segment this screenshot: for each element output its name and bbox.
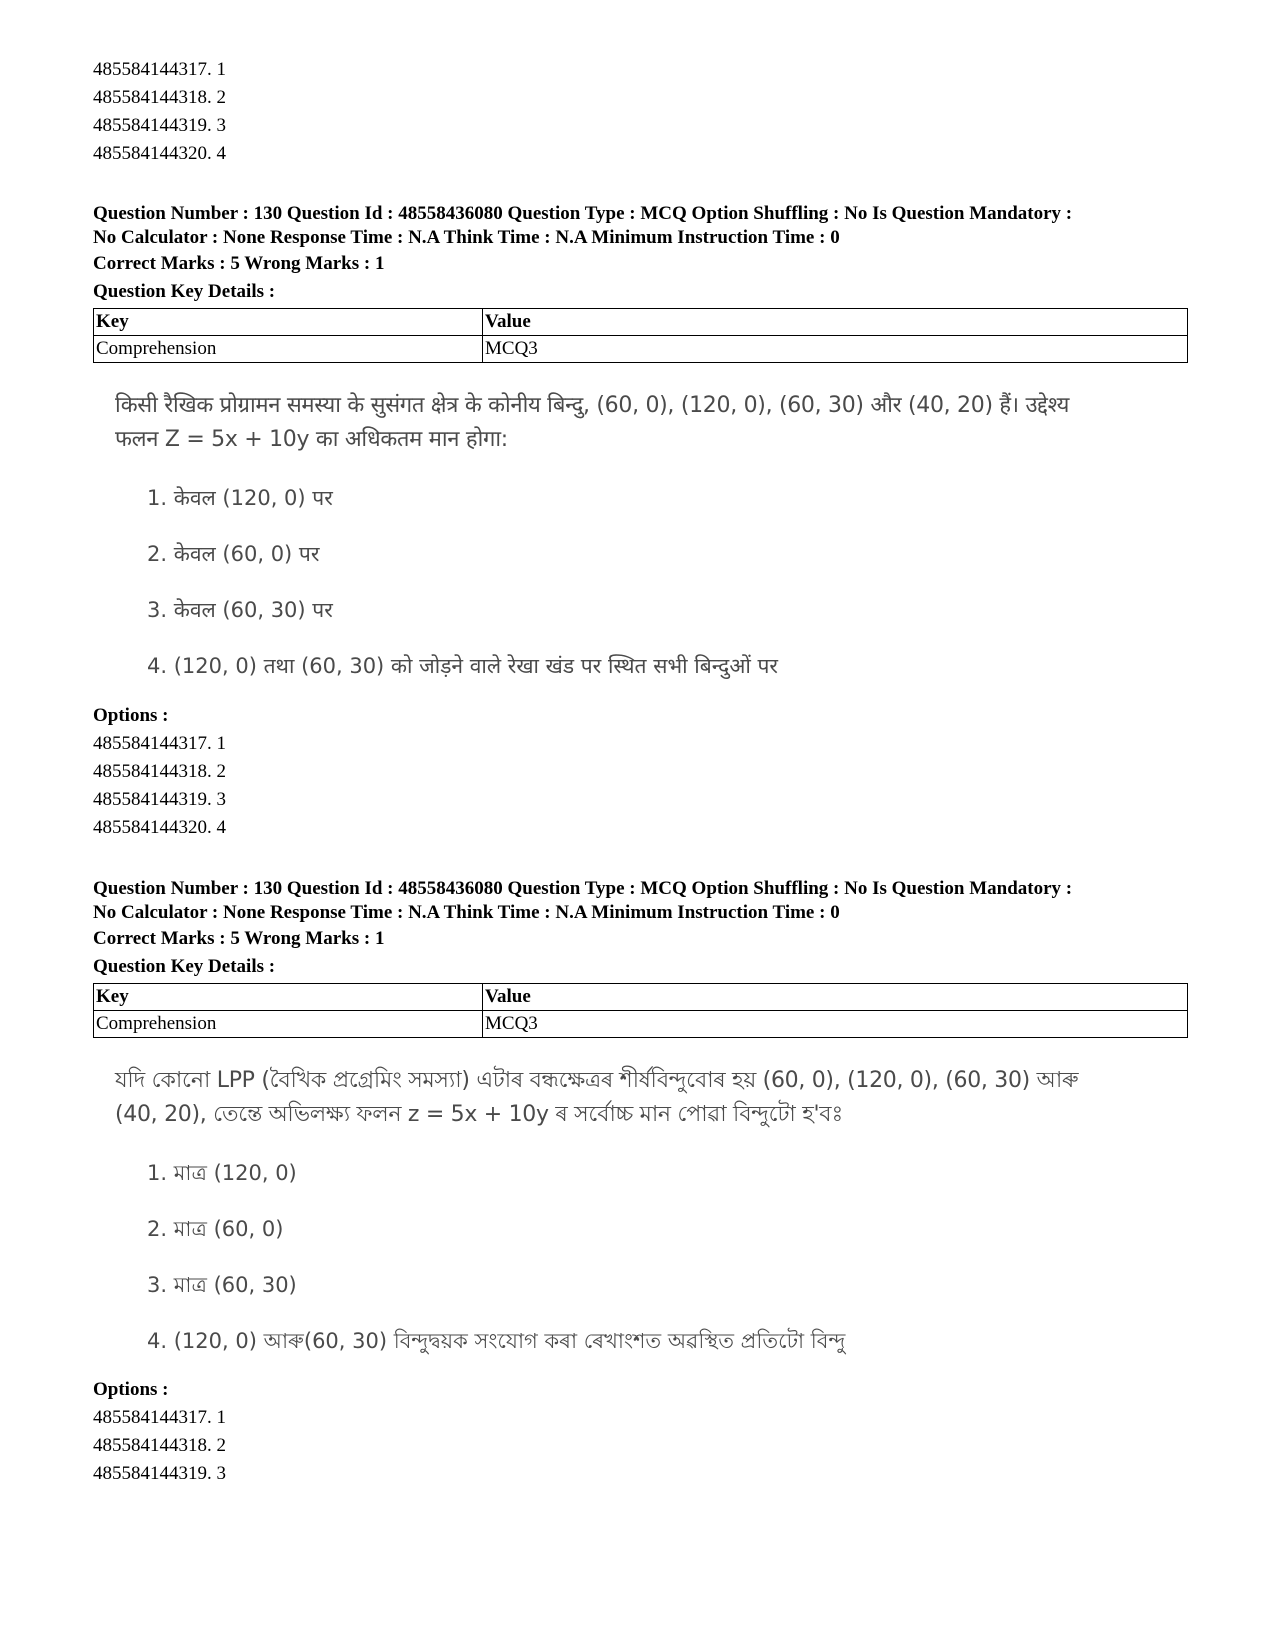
key-details-label: Question Key Details : bbox=[93, 956, 276, 977]
marks-line: Correct Marks : 5 Wrong Marks : 1 bbox=[93, 928, 385, 949]
key-value-table bbox=[93, 308, 1188, 363]
table-cell-value: MCQ3 bbox=[483, 336, 1188, 363]
option-line: 485584144319. 3 bbox=[93, 1463, 226, 1484]
question-block-assamese bbox=[93, 877, 1193, 1356]
choice-item: 1. केवल (120, 0) पर bbox=[147, 486, 333, 510]
option-line: 485584144319. 3 bbox=[93, 115, 226, 136]
option-line: 485584144317. 1 bbox=[93, 59, 226, 80]
choice-item: 4. (120, 0) तथा (60, 30) को जोड़ने वाले रेखा खंड पर स्थित सभी बिन्दुओं पर bbox=[147, 654, 778, 678]
question-header-line: No Calculator : None Response Time : N.A Think Time : N.A Minimum Instruction Time : 0 bbox=[93, 227, 840, 248]
table-cell-value: MCQ3 bbox=[483, 1011, 1188, 1038]
question-stem-line: फलन Z = 5x + 10y का अधिकतम मान होगा: bbox=[115, 427, 508, 452]
option-line: 485584144317. 1 bbox=[93, 733, 226, 754]
choice-item: 4. (120, 0) আৰু(60, 30) বিন্দুদ্বয়ক সংযোগ কৰা ৰেখাংশত অৱস্থিত প্ৰতিটো বিন্দু bbox=[147, 1329, 846, 1353]
options-label: Options : bbox=[93, 705, 169, 726]
option-line: 485584144318. 2 bbox=[93, 87, 226, 108]
option-line: 485584144317. 1 bbox=[93, 1407, 226, 1428]
table-header-row bbox=[94, 309, 1188, 336]
key-value-table bbox=[93, 983, 1188, 1038]
option-line: 485584144320. 4 bbox=[93, 143, 226, 164]
choice-item: 1. মাত্ৰ (120, 0) bbox=[147, 1161, 297, 1185]
table-header-value: Value bbox=[483, 309, 1188, 336]
marks-line: Correct Marks : 5 Wrong Marks : 1 bbox=[93, 253, 385, 274]
table-row bbox=[94, 1011, 1188, 1038]
table-header-value: Value bbox=[483, 984, 1188, 1011]
options-list bbox=[93, 1376, 1193, 1488]
question-stem-line: किसी रैखिक प्रोग्रामन समस्या के सुसंगत क्षेत्र के कोनीय बिन्दु, (60, 0), (120, 0), (60, 30) और (40, 20) हैं। उद्देश्य bbox=[115, 393, 1070, 418]
question-stem-line: (40, 20), তেন্তে অভিলক্ষ্য ফলন z = 5x + 10y ৰ সৰ্বোচ্চ মান পোৱা বিন্দুটো হ'বঃ bbox=[115, 1102, 843, 1127]
choice-item: 2. মাত্ৰ (60, 0) bbox=[147, 1217, 284, 1241]
question-header bbox=[93, 877, 1193, 925]
option-line: 485584144320. 4 bbox=[93, 817, 226, 838]
option-line: 485584144318. 2 bbox=[93, 1435, 226, 1456]
key-details-label: Question Key Details : bbox=[93, 281, 276, 302]
table-header-key: Key bbox=[94, 984, 483, 1011]
question-header bbox=[93, 202, 1193, 250]
choice-item: 2. केवल (60, 0) पर bbox=[147, 542, 320, 566]
table-header-key: Key bbox=[94, 309, 483, 336]
choice-item: 3. মাত্ৰ (60, 30) bbox=[147, 1273, 297, 1297]
question-image bbox=[115, 389, 1193, 681]
question-header-line: Question Number : 130 Question Id : 48558436080 Question Type : MCQ Option Shuffling : No Is Question Mandatory : bbox=[93, 878, 1073, 899]
option-line: 485584144318. 2 bbox=[93, 761, 226, 782]
table-cell-key: Comprehension bbox=[94, 336, 483, 363]
options-label: Options : bbox=[93, 1379, 169, 1400]
table-cell-key: Comprehension bbox=[94, 1011, 483, 1038]
choice-item: 3. केवल (60, 30) पर bbox=[147, 598, 333, 622]
options-list bbox=[93, 702, 1193, 842]
question-image bbox=[115, 1064, 1193, 1356]
previous-options-list bbox=[93, 56, 226, 168]
question-header-line: Question Number : 130 Question Id : 48558436080 Question Type : MCQ Option Shuffling : No Is Question Mandatory : bbox=[93, 203, 1073, 224]
question-stem-line: যদি কোনো LPP (বৈখিক প্ৰগ্ৰেমিং সমস্যা) এটাৰ বন্ধক্ষেত্ৰৰ শীৰ্ষবিন্দুবোৰ হয় (60, 0), (120, 0), (60, 30) আৰু bbox=[115, 1068, 1079, 1093]
table-row bbox=[94, 336, 1188, 363]
table-header-row bbox=[94, 984, 1188, 1011]
question-header-line: No Calculator : None Response Time : N.A Think Time : N.A Minimum Instruction Time : 0 bbox=[93, 902, 840, 923]
question-block-hindi bbox=[93, 202, 1193, 681]
option-line: 485584144319. 3 bbox=[93, 789, 226, 810]
